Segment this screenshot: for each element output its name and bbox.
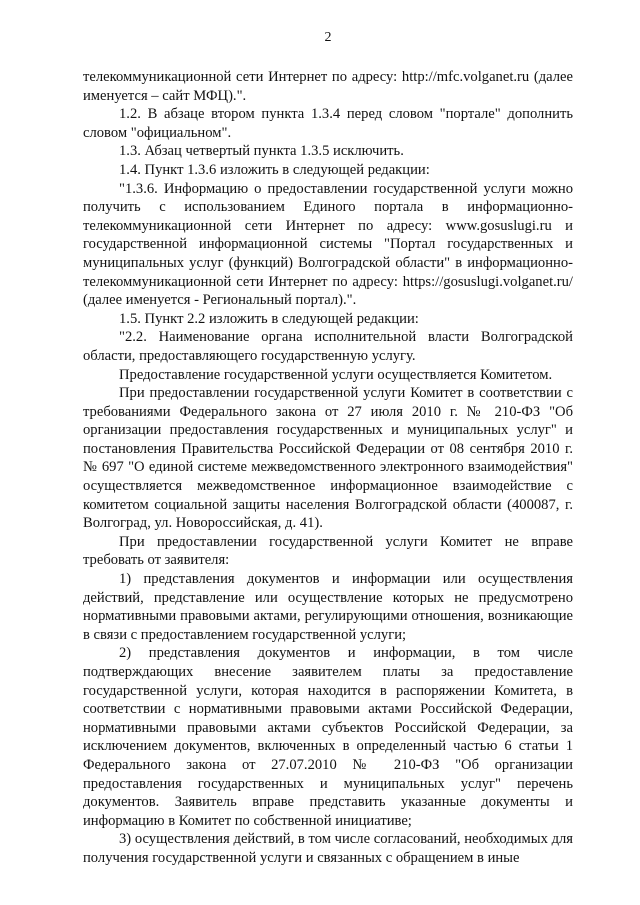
paragraph: 1.3. Абзац четвертый пункта 1.3.5 исключить.	[119, 143, 404, 160]
paragraph: 1.4. Пункт 1.3.6 изложить в следующей редакции:	[119, 161, 430, 178]
document-body	[83, 68, 573, 868]
paragraph: "1.3.6. Информацию о предоставлении государственной услуги можно получить с использованием Единого портала в информационно-телекоммуникационной сети Интернет по адресу: www.gosuslugi.ru и государственной информационной системы "Портал государственных и муниципальных услуг (функций) Волгоградской области" в информационно-телекоммуникационной сети Интернет по адресу: https://gosuslugi.volganet.ru/ (далее именуется - Региональный портал).".	[83, 180, 573, 309]
paragraph: При предоставлении государственной услуги Комитет в соответствии с требованиями Федерального закона от 27 июля 2010 г. № 210-ФЗ "Об организации предоставления государственных и муниципальных услуг" и постановления Правительства Российской Федерации от 08 сентября 2010 г. № 697 "О единой системе межведомственного электронного взаимодействия" осуществляется межведомственное информационное взаимодействие с комитетом социальной защиты населения Волгоградской области (400087, г. Волгоград, ул. Новороссийская, д. 41).	[83, 385, 573, 532]
paragraph: Предоставление государственной услуги осуществляется Комитетом.	[119, 366, 553, 383]
paragraph: "2.2. Наименование органа исполнительной власти Волгоградской области, предоставляющего государственную услугу.	[83, 329, 573, 364]
paragraph: 1) представления документов и информации или осуществления действий, представление или осуществление которых не предусмотрено нормативными правовыми актами, регулирующими отношения, возникающие в связи с предоставлением государственной услуги;	[83, 571, 573, 643]
paragraph: 2) представления документов и информации, в том числе подтверждающих внесение заявителем платы за предоставление государственной услуги, которая находится в распоряжении Комитета, в соответствии с нормативными правовыми актами Российской Федерации, нормативными правовыми актами субъектов Российской Федерации, за исключением документов, включенных в определенный частью 6 статьи 1 Федерального закона от 27.07.2010 № 210-ФЗ "Об организации предоставления государственных и муниципальных услуг" перечень документов. Заявитель вправе представить указанные документы и информацию в Комитет по собственной инициативе;	[83, 645, 573, 829]
paragraph: телекоммуникационной сети Интернет по адресу: http://mfc.volganet.ru (далее именуется – сайт МФЦ).".	[83, 69, 573, 104]
document-page	[83, 30, 573, 868]
page-number: 2	[324, 30, 332, 45]
paragraph: 3) осуществления действий, в том числе согласований, необходимых для получения государственной услуги и связанных с обращением в иные	[83, 831, 573, 866]
paragraph: При предоставлении государственной услуги Комитет не вправе требовать от заявителя:	[83, 533, 573, 569]
paragraph: 1.5. Пункт 2.2 изложить в следующей редакции:	[119, 310, 419, 327]
paragraph: 1.2. В абзаце втором пункта 1.3.4 перед словом "портале" дополнить словом "официальном".	[83, 106, 573, 141]
